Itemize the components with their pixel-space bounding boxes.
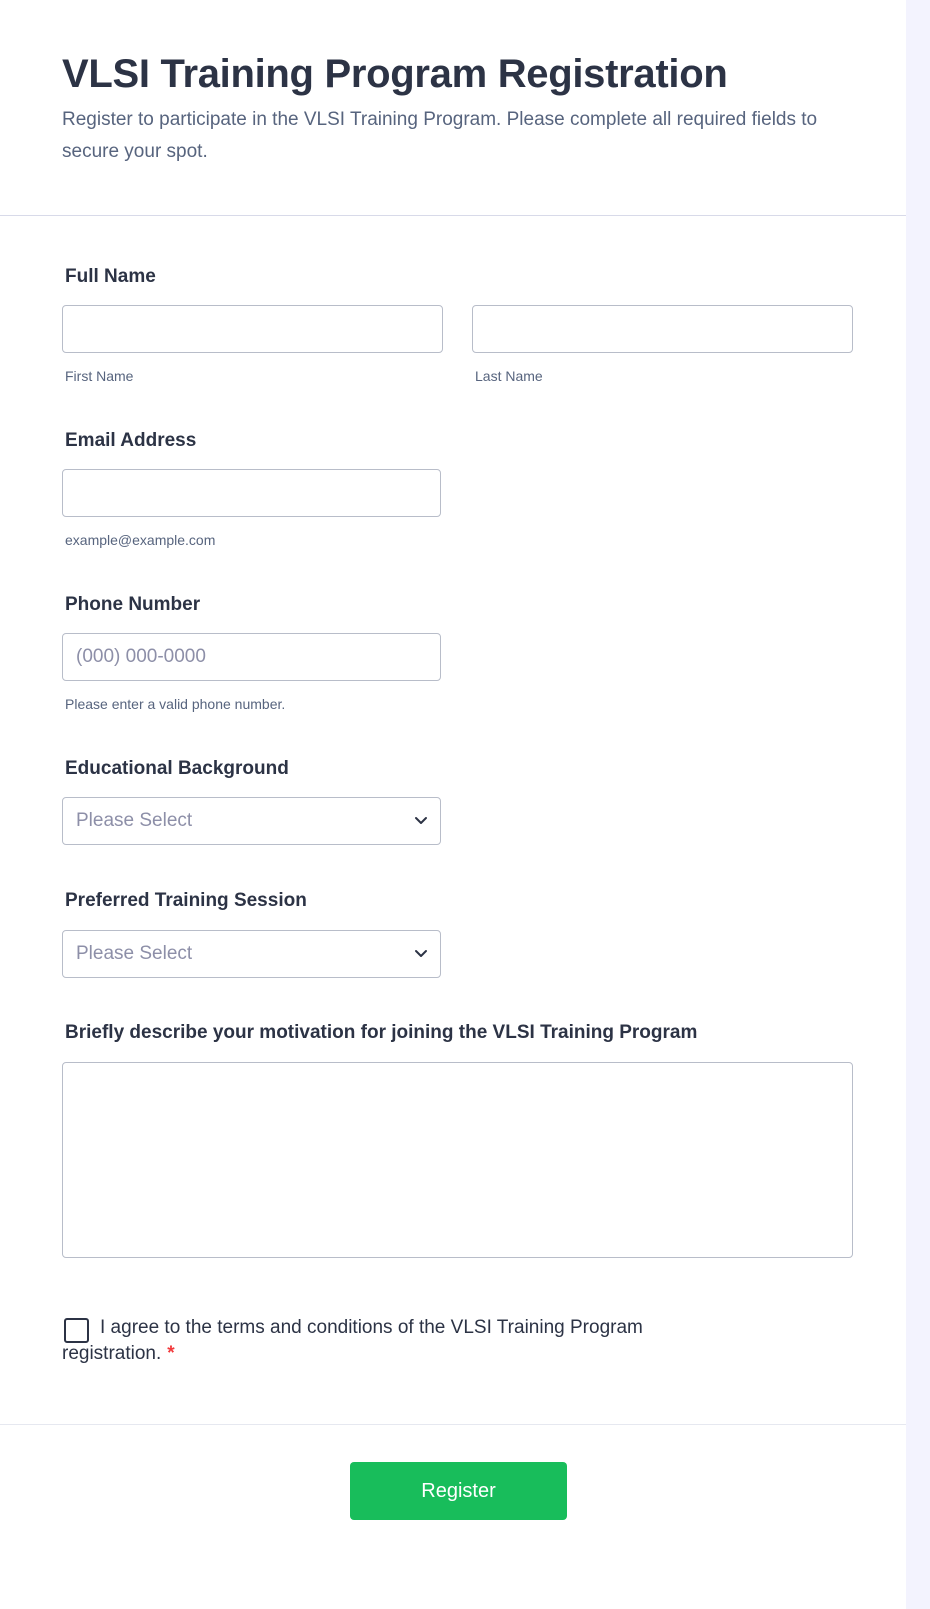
chevron-down-icon <box>414 816 428 826</box>
register-button[interactable]: Register <box>350 1462 567 1520</box>
phone-placeholder: (000) 000-0000 <box>76 646 206 667</box>
first-name-input[interactable] <box>62 305 443 353</box>
email-sublabel: example@example.com <box>65 532 216 548</box>
education-label: Educational Background <box>65 758 289 779</box>
education-select[interactable] <box>62 797 441 845</box>
form-title: VLSI Training Program Registration <box>62 52 728 96</box>
phone-label: Phone Number <box>65 594 201 615</box>
last-name-input[interactable] <box>472 305 853 353</box>
page-edge-strip <box>906 0 930 1609</box>
email-label: Email Address <box>65 430 197 451</box>
required-asterisk: * <box>167 1343 175 1364</box>
footer-divider <box>0 1424 906 1425</box>
session-selected-value: Please Select <box>76 943 193 964</box>
last-name-sublabel: Last Name <box>475 368 543 384</box>
session-select[interactable] <box>62 930 441 978</box>
full-name-label: Full Name <box>65 266 156 287</box>
terms-text <box>62 1315 712 1367</box>
phone-sublabel: Please enter a valid phone number. <box>65 696 286 712</box>
form-subtitle: Register to participate in the VLSI Training Program. Please complete all required fields to secure your spot. <box>62 109 818 162</box>
phone-input[interactable] <box>62 633 441 681</box>
email-input[interactable] <box>62 469 441 517</box>
first-name-sublabel: First Name <box>65 368 134 384</box>
motivation-textarea[interactable] <box>62 1062 853 1258</box>
motivation-label: Briefly describe your motivation for joining the VLSI Training Program <box>65 1022 698 1043</box>
form-header <box>0 0 906 216</box>
session-label: Preferred Training Session <box>65 890 307 911</box>
terms-label: I agree to the terms and conditions of the VLSI Training Program registration. <box>62 1317 643 1364</box>
chevron-down-icon <box>414 949 428 959</box>
education-selected-value: Please Select <box>76 810 193 831</box>
